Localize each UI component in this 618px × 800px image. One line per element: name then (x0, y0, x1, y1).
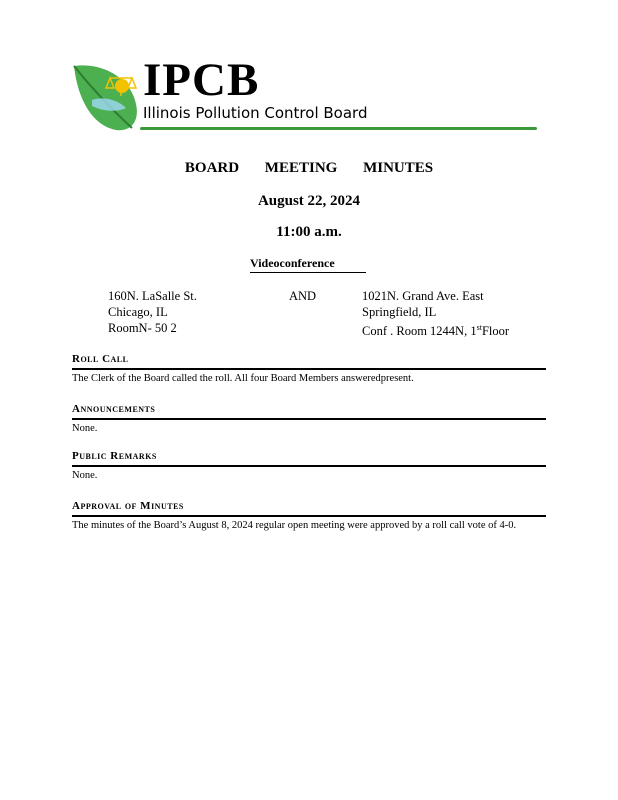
section-announcements (72, 403, 546, 435)
chicago-location (108, 288, 197, 336)
address-line: RoomN- 50 2 (108, 321, 177, 335)
section-heading: Announcements (72, 403, 156, 415)
address-line: Springfield, IL (362, 305, 437, 319)
address-line: Chicago, IL (108, 305, 168, 319)
section-body: None. (72, 470, 98, 481)
floor-text: Floor (481, 324, 510, 339)
address-line (362, 320, 509, 339)
section-rule (72, 465, 546, 467)
springfield-location (362, 288, 509, 339)
section-rule (72, 515, 546, 517)
section-approval-of-minutes (72, 500, 546, 532)
room-text: Conf . Room 1244N, 1 (362, 324, 477, 339)
section-heading: Public Remarks (72, 450, 157, 462)
meeting-venue: Videoconference (250, 256, 366, 273)
address-line: 1021N. Grand Ave. East (362, 289, 484, 303)
section-rule (72, 418, 546, 420)
section-public-remarks (72, 450, 546, 482)
section-body: The minutes of the Board’s August 8, 2024 regular open meeting were approved by a roll call vote of 4-0. (72, 520, 517, 531)
section-rule (72, 368, 546, 370)
meeting-time: 11:00 a.m. (276, 224, 342, 240)
section-roll-call (72, 353, 546, 385)
ordinal-suffix: st (476, 323, 482, 332)
organization-name: Illinois Pollution Control Board (143, 104, 368, 122)
location-connector: AND (289, 289, 317, 303)
logo-abbreviation: IPCB (143, 54, 260, 106)
address-line: 160N. LaSalle St. (108, 289, 197, 303)
leaf-scales-logo-icon (70, 56, 150, 136)
meeting-date: August 22, 2024 (257, 193, 361, 209)
header-rule (140, 127, 537, 130)
section-heading: Approval of Minutes (72, 500, 184, 512)
section-body: None. (72, 423, 98, 434)
section-heading: Roll Call (72, 353, 129, 365)
document-title: BOARD MEETING MINUTES (184, 160, 434, 176)
section-body: The Clerk of the Board called the roll. All four Board Members answeredpresent. (72, 373, 414, 384)
